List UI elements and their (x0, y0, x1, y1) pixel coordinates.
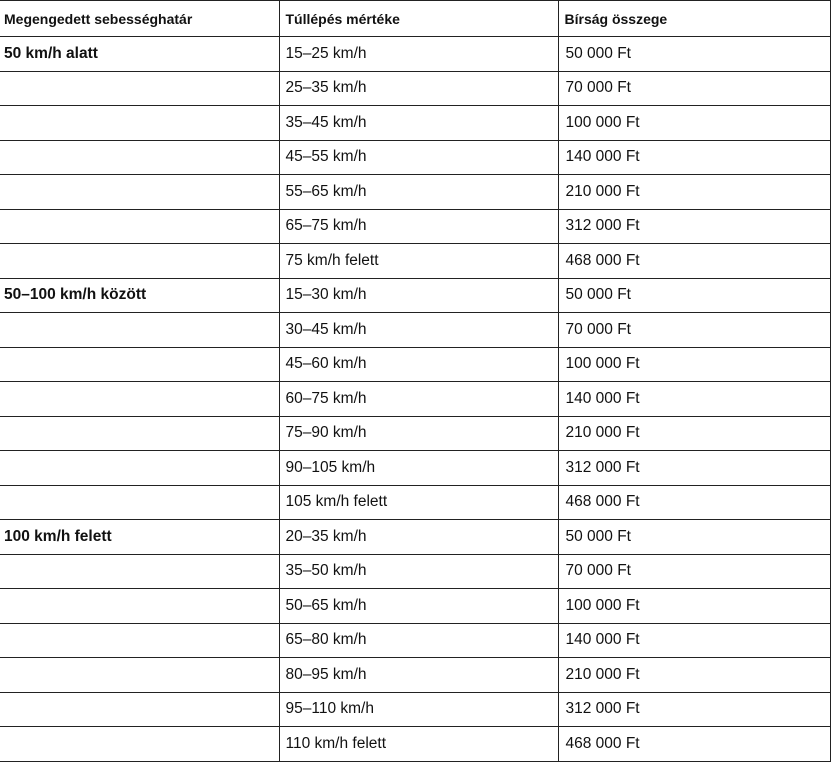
table-row (0, 278, 830, 313)
table-row (0, 140, 830, 175)
fine-cell: 70 000 Ft (558, 313, 830, 348)
fine-cell: 468 000 Ft (558, 727, 830, 762)
table-row (0, 554, 830, 589)
speed-limit-cell (0, 416, 279, 451)
speed-limit-cell (0, 382, 279, 417)
speed-limit-cell (0, 175, 279, 210)
speed-limit-cell (0, 71, 279, 106)
header-excess-amount: Túllépés mértéke (279, 1, 558, 37)
excess-cell: 15–25 km/h (279, 37, 558, 72)
fine-cell: 140 000 Ft (558, 623, 830, 658)
fine-cell: 100 000 Ft (558, 589, 830, 624)
table-row (0, 727, 830, 762)
header-speed-limit: Megengedett sebességhatár (0, 1, 279, 37)
fine-cell: 468 000 Ft (558, 244, 830, 279)
excess-cell: 45–60 km/h (279, 347, 558, 382)
fine-cell: 140 000 Ft (558, 140, 830, 175)
fine-cell: 100 000 Ft (558, 347, 830, 382)
speed-limit-cell: 50–100 km/h között (0, 278, 279, 313)
excess-cell: 105 km/h felett (279, 485, 558, 520)
excess-cell: 65–80 km/h (279, 623, 558, 658)
speed-limit-cell (0, 209, 279, 244)
header-fine-amount: Bírság összege (558, 1, 830, 37)
excess-cell: 15–30 km/h (279, 278, 558, 313)
table-body (0, 37, 830, 762)
speed-limit-cell (0, 347, 279, 382)
table-row (0, 106, 830, 141)
excess-cell: 35–45 km/h (279, 106, 558, 141)
fine-cell: 210 000 Ft (558, 658, 830, 693)
fine-cell: 100 000 Ft (558, 106, 830, 141)
table-row (0, 209, 830, 244)
excess-cell: 95–110 km/h (279, 692, 558, 727)
speed-limit-cell (0, 554, 279, 589)
table-row (0, 589, 830, 624)
excess-cell: 30–45 km/h (279, 313, 558, 348)
table-row (0, 520, 830, 555)
excess-cell: 80–95 km/h (279, 658, 558, 693)
fine-cell: 210 000 Ft (558, 175, 830, 210)
speed-limit-cell (0, 623, 279, 658)
excess-cell: 45–55 km/h (279, 140, 558, 175)
speed-limit-cell (0, 727, 279, 762)
header-row (0, 1, 830, 37)
excess-cell: 90–105 km/h (279, 451, 558, 486)
excess-cell: 50–65 km/h (279, 589, 558, 624)
table-row (0, 37, 830, 72)
table-row (0, 175, 830, 210)
speed-limit-cell (0, 244, 279, 279)
table-row (0, 658, 830, 693)
table-row (0, 692, 830, 727)
excess-cell: 75–90 km/h (279, 416, 558, 451)
fine-cell: 312 000 Ft (558, 209, 830, 244)
fine-cell: 312 000 Ft (558, 451, 830, 486)
excess-cell: 75 km/h felett (279, 244, 558, 279)
fine-cell: 70 000 Ft (558, 554, 830, 589)
excess-cell: 110 km/h felett (279, 727, 558, 762)
excess-cell: 60–75 km/h (279, 382, 558, 417)
table-row (0, 313, 830, 348)
speed-limit-cell (0, 658, 279, 693)
fine-cell: 312 000 Ft (558, 692, 830, 727)
excess-cell: 25–35 km/h (279, 71, 558, 106)
excess-cell: 55–65 km/h (279, 175, 558, 210)
table-row (0, 623, 830, 658)
table-header (0, 1, 830, 37)
fine-cell: 50 000 Ft (558, 37, 830, 72)
table-row (0, 382, 830, 417)
fine-cell: 468 000 Ft (558, 485, 830, 520)
fine-cell: 50 000 Ft (558, 278, 830, 313)
table-row (0, 451, 830, 486)
excess-cell: 65–75 km/h (279, 209, 558, 244)
table-row (0, 244, 830, 279)
excess-cell: 35–50 km/h (279, 554, 558, 589)
speed-limit-cell (0, 451, 279, 486)
excess-cell: 20–35 km/h (279, 520, 558, 555)
speed-limit-cell (0, 140, 279, 175)
speed-limit-cell (0, 485, 279, 520)
speed-limit-cell (0, 692, 279, 727)
fine-cell: 50 000 Ft (558, 520, 830, 555)
table-row (0, 416, 830, 451)
speed-limit-cell (0, 313, 279, 348)
fine-cell: 140 000 Ft (558, 382, 830, 417)
fine-cell: 70 000 Ft (558, 71, 830, 106)
speed-limit-cell: 50 km/h alatt (0, 37, 279, 72)
speed-limit-cell (0, 106, 279, 141)
fine-cell: 210 000 Ft (558, 416, 830, 451)
speed-limit-cell (0, 589, 279, 624)
table-row (0, 347, 830, 382)
table-row (0, 71, 830, 106)
speed-limit-cell: 100 km/h felett (0, 520, 279, 555)
table-row (0, 485, 830, 520)
